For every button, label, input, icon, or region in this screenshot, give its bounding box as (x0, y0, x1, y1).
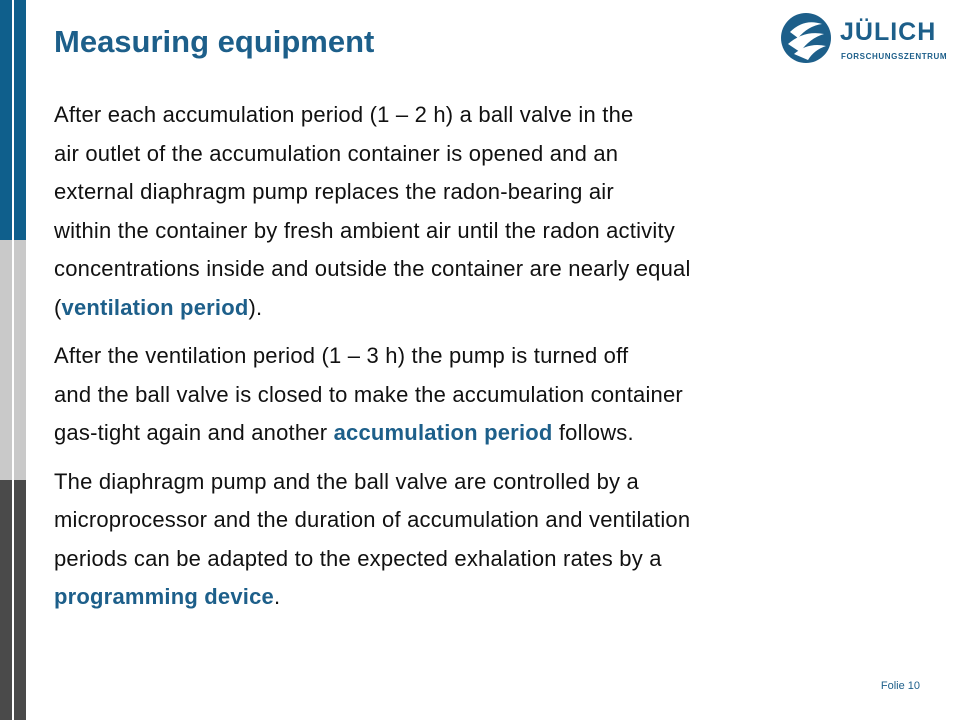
text-line (54, 501, 934, 540)
text-segment: After each accumulation period (1 – 2 h) a ball valve in the (54, 102, 634, 127)
text-line (54, 289, 934, 328)
text-line (54, 376, 934, 415)
text-segment: microprocessor and the duration of accumulation and ventilation (54, 507, 691, 532)
text-line (54, 414, 934, 453)
text-segment: periods can be adapted to the expected exhalation rates by a (54, 545, 662, 571)
text-line (54, 173, 934, 212)
logo-wordmark: JÜLICH (840, 18, 937, 46)
text-segment: within the container by fresh ambient air until the radon activity (54, 217, 675, 243)
highlighted-term: programming device (54, 584, 274, 609)
juelich-logo (780, 12, 948, 72)
paragraph (54, 337, 934, 453)
text-segment: gas-tight again and another (54, 420, 334, 445)
slide-body (54, 96, 934, 627)
logo-subtitle: FORSCHUNGSZENTRUM (841, 52, 948, 61)
text-segment: ( (54, 294, 62, 320)
text-line (54, 337, 934, 376)
text-segment: . (274, 584, 281, 609)
sidebar-divider-line (12, 0, 14, 720)
text-segment: ). (248, 294, 263, 320)
highlighted-term: ventilation period (61, 294, 249, 320)
text-segment: air outlet of the accumulation container is opened and an (54, 140, 619, 166)
text-segment: external diaphragm pump replaces the radon-bearing air (54, 179, 614, 204)
text-line (54, 250, 934, 289)
text-segment: and the ball valve is closed to make the accumulation container (54, 381, 683, 407)
slide-number: Folie 10 (880, 680, 920, 692)
text-segment: concentrations inside and outside the container are nearly equal (54, 256, 691, 281)
juelich-logo-icon (780, 12, 832, 64)
text-line (54, 463, 934, 502)
paragraph (54, 463, 934, 617)
text-line (54, 578, 934, 617)
slide-sidebar (0, 0, 26, 720)
text-segment: follows. (552, 420, 634, 445)
text-line (54, 135, 934, 174)
text-line (54, 212, 934, 251)
paragraph (54, 96, 934, 327)
text-line (54, 540, 934, 579)
highlighted-term: accumulation period (333, 420, 553, 445)
slide-title: Measuring equipment (54, 24, 375, 59)
text-line (54, 96, 934, 135)
text-segment: After the ventilation period (1 – 3 h) the pump is turned off (54, 343, 629, 368)
text-segment: The diaphragm pump and the ball valve are controlled by a (54, 468, 639, 494)
